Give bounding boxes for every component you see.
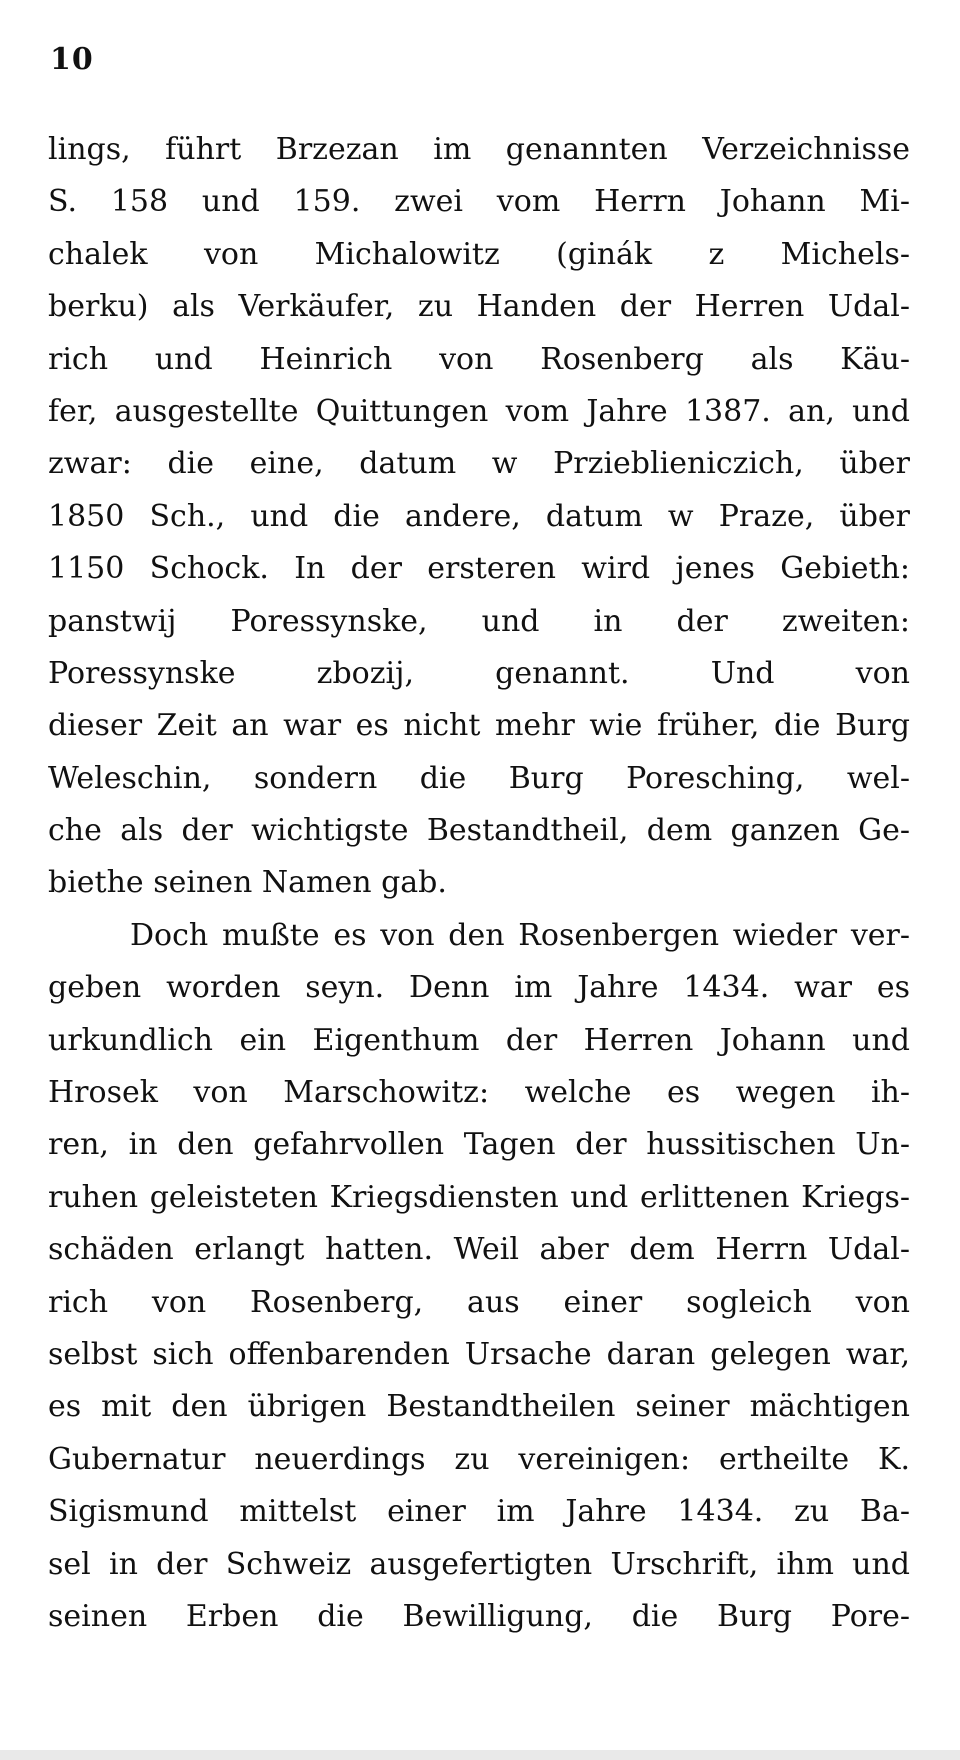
text-line: 1850 Sch., und die andere, datum w Praze, über: [48, 498, 910, 534]
text-line: ruhen geleisteten Kriegsdiensten und erlittenen Kriegs-: [48, 1179, 910, 1215]
page-bottom-edge: [0, 1750, 960, 1760]
page-number: 10: [50, 42, 94, 77]
text-line: berku) als Verkäufer, zu Handen der Herren Udal-: [48, 289, 910, 325]
body-text: [48, 124, 910, 1643]
text-line: Weleschin, sondern die Burg Poresching, wel-: [48, 760, 910, 796]
text-line: Sigismund mittelst einer im Jahre 1434. zu Ba-: [48, 1494, 910, 1530]
text-line: urkundlich ein Eigenthum der Herren Johann und: [48, 1022, 910, 1058]
text-line: Gubernatur neuerdings zu vereinigen: ertheilte K.: [48, 1441, 910, 1477]
text-line: lings, führt Brzezan im genannten Verzeichnisse: [48, 132, 910, 167]
text-line: geben worden seyn. Denn im Jahre 1434. war es: [48, 970, 910, 1006]
paragraph-start-line: Doch mußte es von den Rosenbergen wieder ver-: [130, 917, 910, 953]
paragraph-end-line: biethe seinen Namen gab.: [48, 865, 447, 901]
text-line: dieser Zeit an war es nicht mehr wie früher, die Burg: [48, 708, 910, 744]
text-line: 1150 Schock. In der ersteren wird jenes Gebieth:: [48, 551, 910, 587]
text-line: rich von Rosenberg, aus einer sogleich von: [48, 1284, 910, 1320]
text-line: Hrosek von Marschowitz: welche es wegen ih-: [48, 1075, 910, 1111]
text-line: rich und Heinrich von Rosenberg als Käu-: [48, 341, 910, 377]
text-line: chalek von Michalowitz (ginák z Michels-: [48, 236, 910, 272]
text-line: es mit den übrigen Bestandtheilen seiner mächtigen: [48, 1389, 910, 1425]
text-line: Poressynske zbozij, genannt. Und von: [48, 655, 910, 691]
text-line: sel in der Schweiz ausgefertigten Urschrift, ihm und: [48, 1546, 910, 1582]
text-line: che als der wichtigste Bestandtheil, dem ganzen Ge-: [48, 813, 910, 849]
text-line: panstwij Poressynske, und in der zweiten:: [48, 603, 910, 639]
text-line: selbst sich offenbarenden Ursache daran gelegen war,: [48, 1336, 910, 1372]
text-line: ren, in den gefahrvollen Tagen der hussitischen Un-: [48, 1127, 910, 1163]
text-line: zwar: die eine, datum w Przieblieniczich, über: [48, 446, 910, 482]
text-line: S. 158 und 159. zwei vom Herrn Johann Mi-: [48, 184, 910, 220]
text-line: fer, ausgestellte Quittungen vom Jahre 1387. an, und: [48, 393, 910, 429]
text-line: schäden erlangt hatten. Weil aber dem Herrn Udal-: [48, 1232, 910, 1268]
text-line: seinen Erben die Bewilligung, die Burg Pore-: [48, 1598, 910, 1634]
